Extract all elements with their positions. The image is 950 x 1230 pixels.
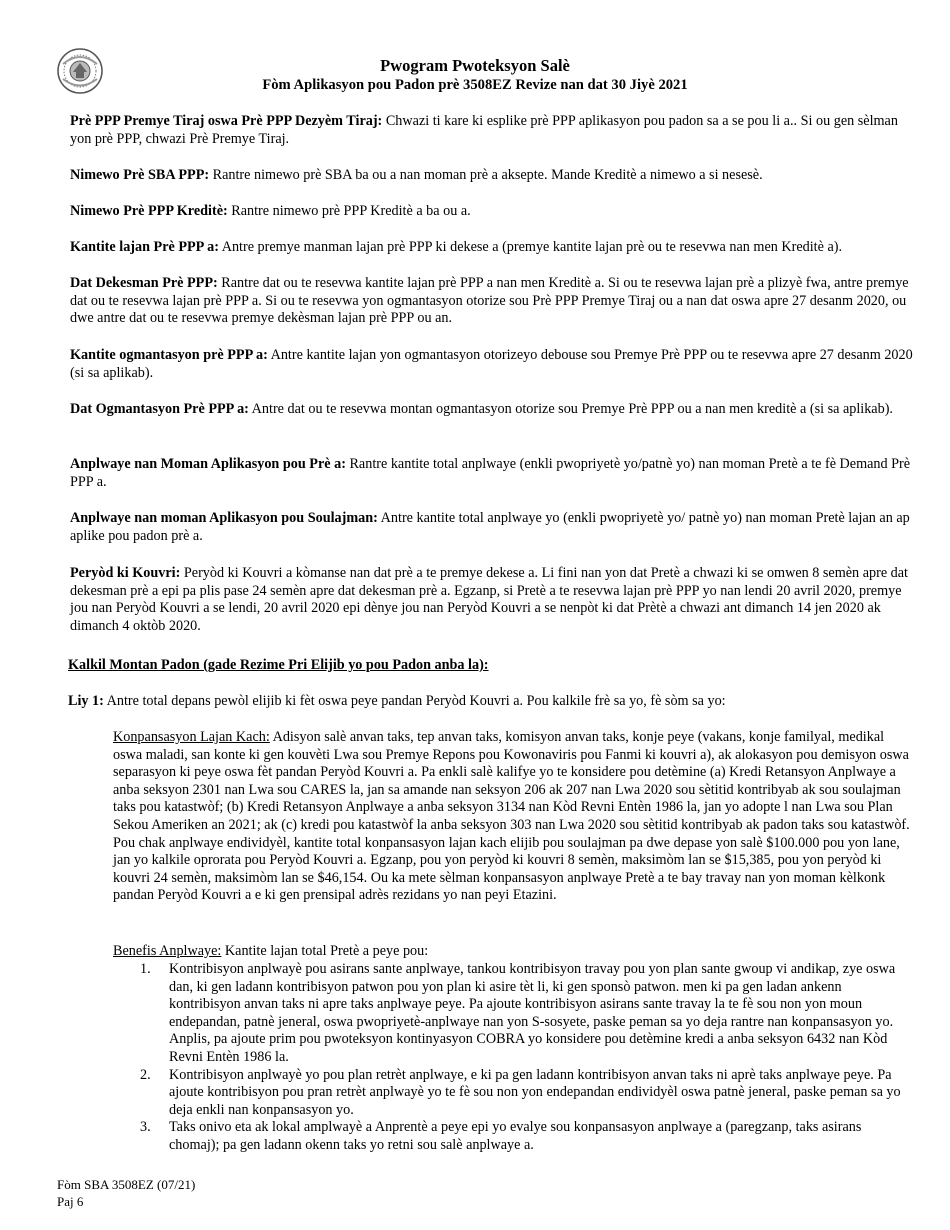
definition-increase-amount (70, 347, 920, 382)
definition-first-second-draw (70, 113, 920, 148)
definition-text: Rantre nimewo prè PPP Kreditè a ba ou a. (231, 203, 471, 219)
definition-term: Anplwaye nan Moman Aplikasyon pou Prè a: (70, 456, 346, 472)
definition-term: Dat Dekesman Prè PPP: (70, 275, 218, 291)
definition-term: Anplwaye nan moman Aplikasyon pou Soulajman: (70, 510, 378, 526)
definition-text: Antre kantite total anplwaye yo (enkli pwopriyetè yo/ patnè yo) nan moman Pretè lajan an ap aplike pou padon prè a. (70, 510, 910, 544)
definition-term: Peryòd ki Kouvri: (70, 565, 181, 581)
definition-increase-date (70, 401, 920, 419)
benefits-label: Benefis Anplwaye: (113, 943, 222, 959)
section-title: Kalkil Montan Padon (gade Rezime Pri Elijib yo pou Padon anba la): (68, 657, 489, 673)
list-item-text: Kontribisyon anplwayè yo pou plan retrèt anplwaye, e ki pa gen ladann kontribisyon anvan taks ni aprè taks anplwaye peye. Pa ajoute kontribisyon pou pran retrèt anplwayè yo te fè sou non yon endepandan endividyèl oswa patnè jeneral, paske peman sa yo deja enkli nan konpansasyon yo. (169, 1066, 901, 1118)
definition-text: Peryòd ki Kouvri a kòmanse nan dat prè a te premye dekese a. Li fini nan yon dat Pretè a chwazi ki se omwen 8 semèn apre dat dekesman prè a epi pa plis pase 24 semèn apre dat dekesman prè a. Egzanp, si Pretè a te resevwa lajan prè PPP yo nan lendi 20 avril 2020, premye jou nan Peryòd Kouvri a se lendi, 20 avril 2020 epi dènye jou nan Peryòd Kouvri a se nenpòt ki dat Prètè a chwazi ant dimanch 14 jen 2020 ak dimanch 4 oktòb 2020. (70, 565, 908, 634)
definition-term: Nimewo Prè PPP Kreditè: (70, 203, 228, 219)
list-item (113, 1067, 913, 1120)
page-title: Pwogram Pwoteksyon Salè (380, 56, 570, 75)
cash-compensation-paragraph (113, 729, 913, 905)
definition-disbursement-date (70, 275, 920, 328)
definition-text: Rantre nimewo prè SBA ba ou a nan moman prè a aksepte. Mande Kreditè a nimewo a si nesesè. (212, 167, 763, 183)
definition-term: Prè PPP Premye Tiraj oswa Prè PPP Dezyèm Tiraj: (70, 113, 383, 129)
definition-text: Antre premye manman lajan prè PPP ki dekese a (premye kantite lajan prè ou te resevwa nan men Kreditè a). (221, 239, 843, 255)
definition-employees-at-forgiveness (70, 510, 920, 545)
definition-sba-loan-number (70, 167, 920, 185)
list-item (113, 1119, 913, 1154)
footer-form-id: Fòm SBA 3508EZ (07/21) (57, 1177, 196, 1192)
line-1-text: Antre total depans pewòl elijib ki fèt oswa peye pandan Peryòd Kouvri a. Pou kalkile frè sa yo, fè sòm sa yo: (106, 693, 726, 709)
form-subtitle: Fòm Aplikasyon pou Padon prè 3508EZ Revize nan dat 30 Jiyè 2021 (262, 77, 688, 93)
footer-page-number: Paj 6 (57, 1194, 84, 1209)
list-item (113, 961, 913, 1067)
benefits-text: Kantite lajan total Pretè a peye pou: (224, 943, 429, 959)
definition-text: Antre kantite lajan yon ogmantasyon otorizeyo debouse sou Premye Prè PPP ou te resevwa apre 27 desanm 2020 (si sa aplikab). (70, 347, 913, 381)
benefits-list (113, 961, 913, 1155)
list-item-number: 3. (140, 1119, 151, 1136)
list-item-number: 2. (140, 1066, 151, 1083)
benefits-paragraph (113, 943, 913, 961)
cash-compensation-label: Konpansasyon Lajan Kach: (113, 729, 270, 745)
list-item-text: Taks onivo eta ak lokal amplwayè a Anprentè a peye epi yo evalye sou konpansasyon anplwaye a (paregzanp, taks asirans chomaj); pa gen ladann okenn taks yo retni sou salè anplwaye a. (169, 1119, 862, 1153)
definition-text: Antre dat ou te resevwa montan ogmantasyon otorize sou Premye Prè PPP ou a nan men kreditè a (si sa aplikab). (251, 401, 893, 417)
definition-text: Chwazi ti kare ki esplike prè PPP aplikasyon pou padon sa a se pou li a.. Si ou gen sèlman yon prè PPP, chwazi Prè Premye Tiraj. (70, 113, 898, 147)
definition-term: Kantite ogmantasyon prè PPP a: (70, 347, 268, 363)
definition-term: Dat Ogmantasyon Prè PPP a: (70, 401, 249, 417)
line-1-instruction (68, 693, 928, 711)
definition-text: Rantre dat ou te resevwa kantite lajan prè PPP a nan men Kreditè a. Si ou te resevwa lajan prè a plizyè fwa, antre premye dat ou te resevwa lajan prè PPP a. Si ou te resevwa yon ogmantasyon otorize sou Prè PPP Premye Tiraj ou a nan dat oswa apre 27 desanm 2020, ou dwe antre dat ou te resevwa premye dekèsman lajan prè PPP ou an. (70, 275, 909, 327)
cash-compensation-text: Adisyon salè anvan taks, tep anvan taks, komisyon anvan taks, konje peye (vakans, konje familyal, medikal oswa maladi, san konte ki gen kouvèti Lwa sou Premye Repons pou Kowonaviris pou Fanmi ki kouvri a), ak alokasyon pou demisyon oswa separasyon ki peye oswa fèt pandan Peryòd Kouvri a. Pa enkli salè kalifye yo te konsidere pou detèmine (a) Kredi Retansyon Anplwaye a anba seksyon 2301 nan Lwa sou CARES la, jan sa amande nan seksyon 206 ak 207 nan Lwa 2020 sou sètitid kontribyab ak sou soulajman taks pou katastwòf; (b) Kredi Retansyon Anplwaye a anba seksyon 3134 nan Kòd Revni Entèn 1986 la, jan yo adopte l nan Lwa sou Plan Sekou Ameriken an 2021; ak (c) kredi pou katastwòf la anba seksyon 303 nan Lwa 2020 sou sètitid kontribyab ak padon taks sou katastwòf. Pou chak anplwaye endividyèl, kantite total konpansasyon lajan kach elijib pou soulajman pa dwe depase yon salè $100.000 pou yon lane, jan yo kalkile oprorata pou Peryòd Kouvri a. Egzanp, pou yon peryòd ki kouvri 8 semèn, maksimòm lan se $15,385, pou yon peryòd ki kouvri 24 semèn, maksimòm lan se $46,154. Ou ka mete sèlman konpansasyon anplwaye Pretè a te bay travay nan yon moman kèlkonk pandan Peryòd Kouvri a e ki gen prensipal adrès rezidans yo nan peyi Etazini. (113, 729, 910, 904)
definition-lender-loan-number (70, 203, 920, 221)
list-item-number: 1. (140, 961, 151, 977)
line-1-label: Liy 1: (68, 693, 104, 709)
definition-covered-period (70, 565, 920, 635)
definition-employees-at-application (70, 456, 920, 491)
list-item-text: Kontribisyon anplwayè pou asirans sante anplwaye, tankou kontribisyon travay pou yon plan sante gwoup vi andikap, zye oswa dan, ki gen ladann kontribisyon patwon pou yon plan ki asire tèt li, ki gen sponsò patwon. men ki pa gen ladan ankenn kontribisyon anvan taks ni apre taks anplwaye peye. Pa ajoute kontribisyon asirans sante travay la te fè sou non yon moun endepandan, patnè jeneral, oswa pwopriyetè-anplwaye nan yon S-sosyete, paske peman sa yo deja rantre nan konpansasyon yo. Anplis, pa ajoute prim pou pwoteksyon kontinyasyon COBRA yo konsidere pou detèmine kredi a anba seksyon 6432 nan Kòd Revni Entèn 1986 la. (169, 961, 896, 1065)
definition-text: Rantre kantite total anplwaye (enkli pwopriyetè yo/patnè yo) nan moman Pretè a te fè Demand Prè PPP a. (70, 456, 911, 490)
definition-term: Nimewo Prè SBA PPP: (70, 167, 210, 183)
definition-term: Kantite lajan Prè PPP a: (70, 239, 219, 255)
definition-loan-amount (70, 239, 940, 257)
